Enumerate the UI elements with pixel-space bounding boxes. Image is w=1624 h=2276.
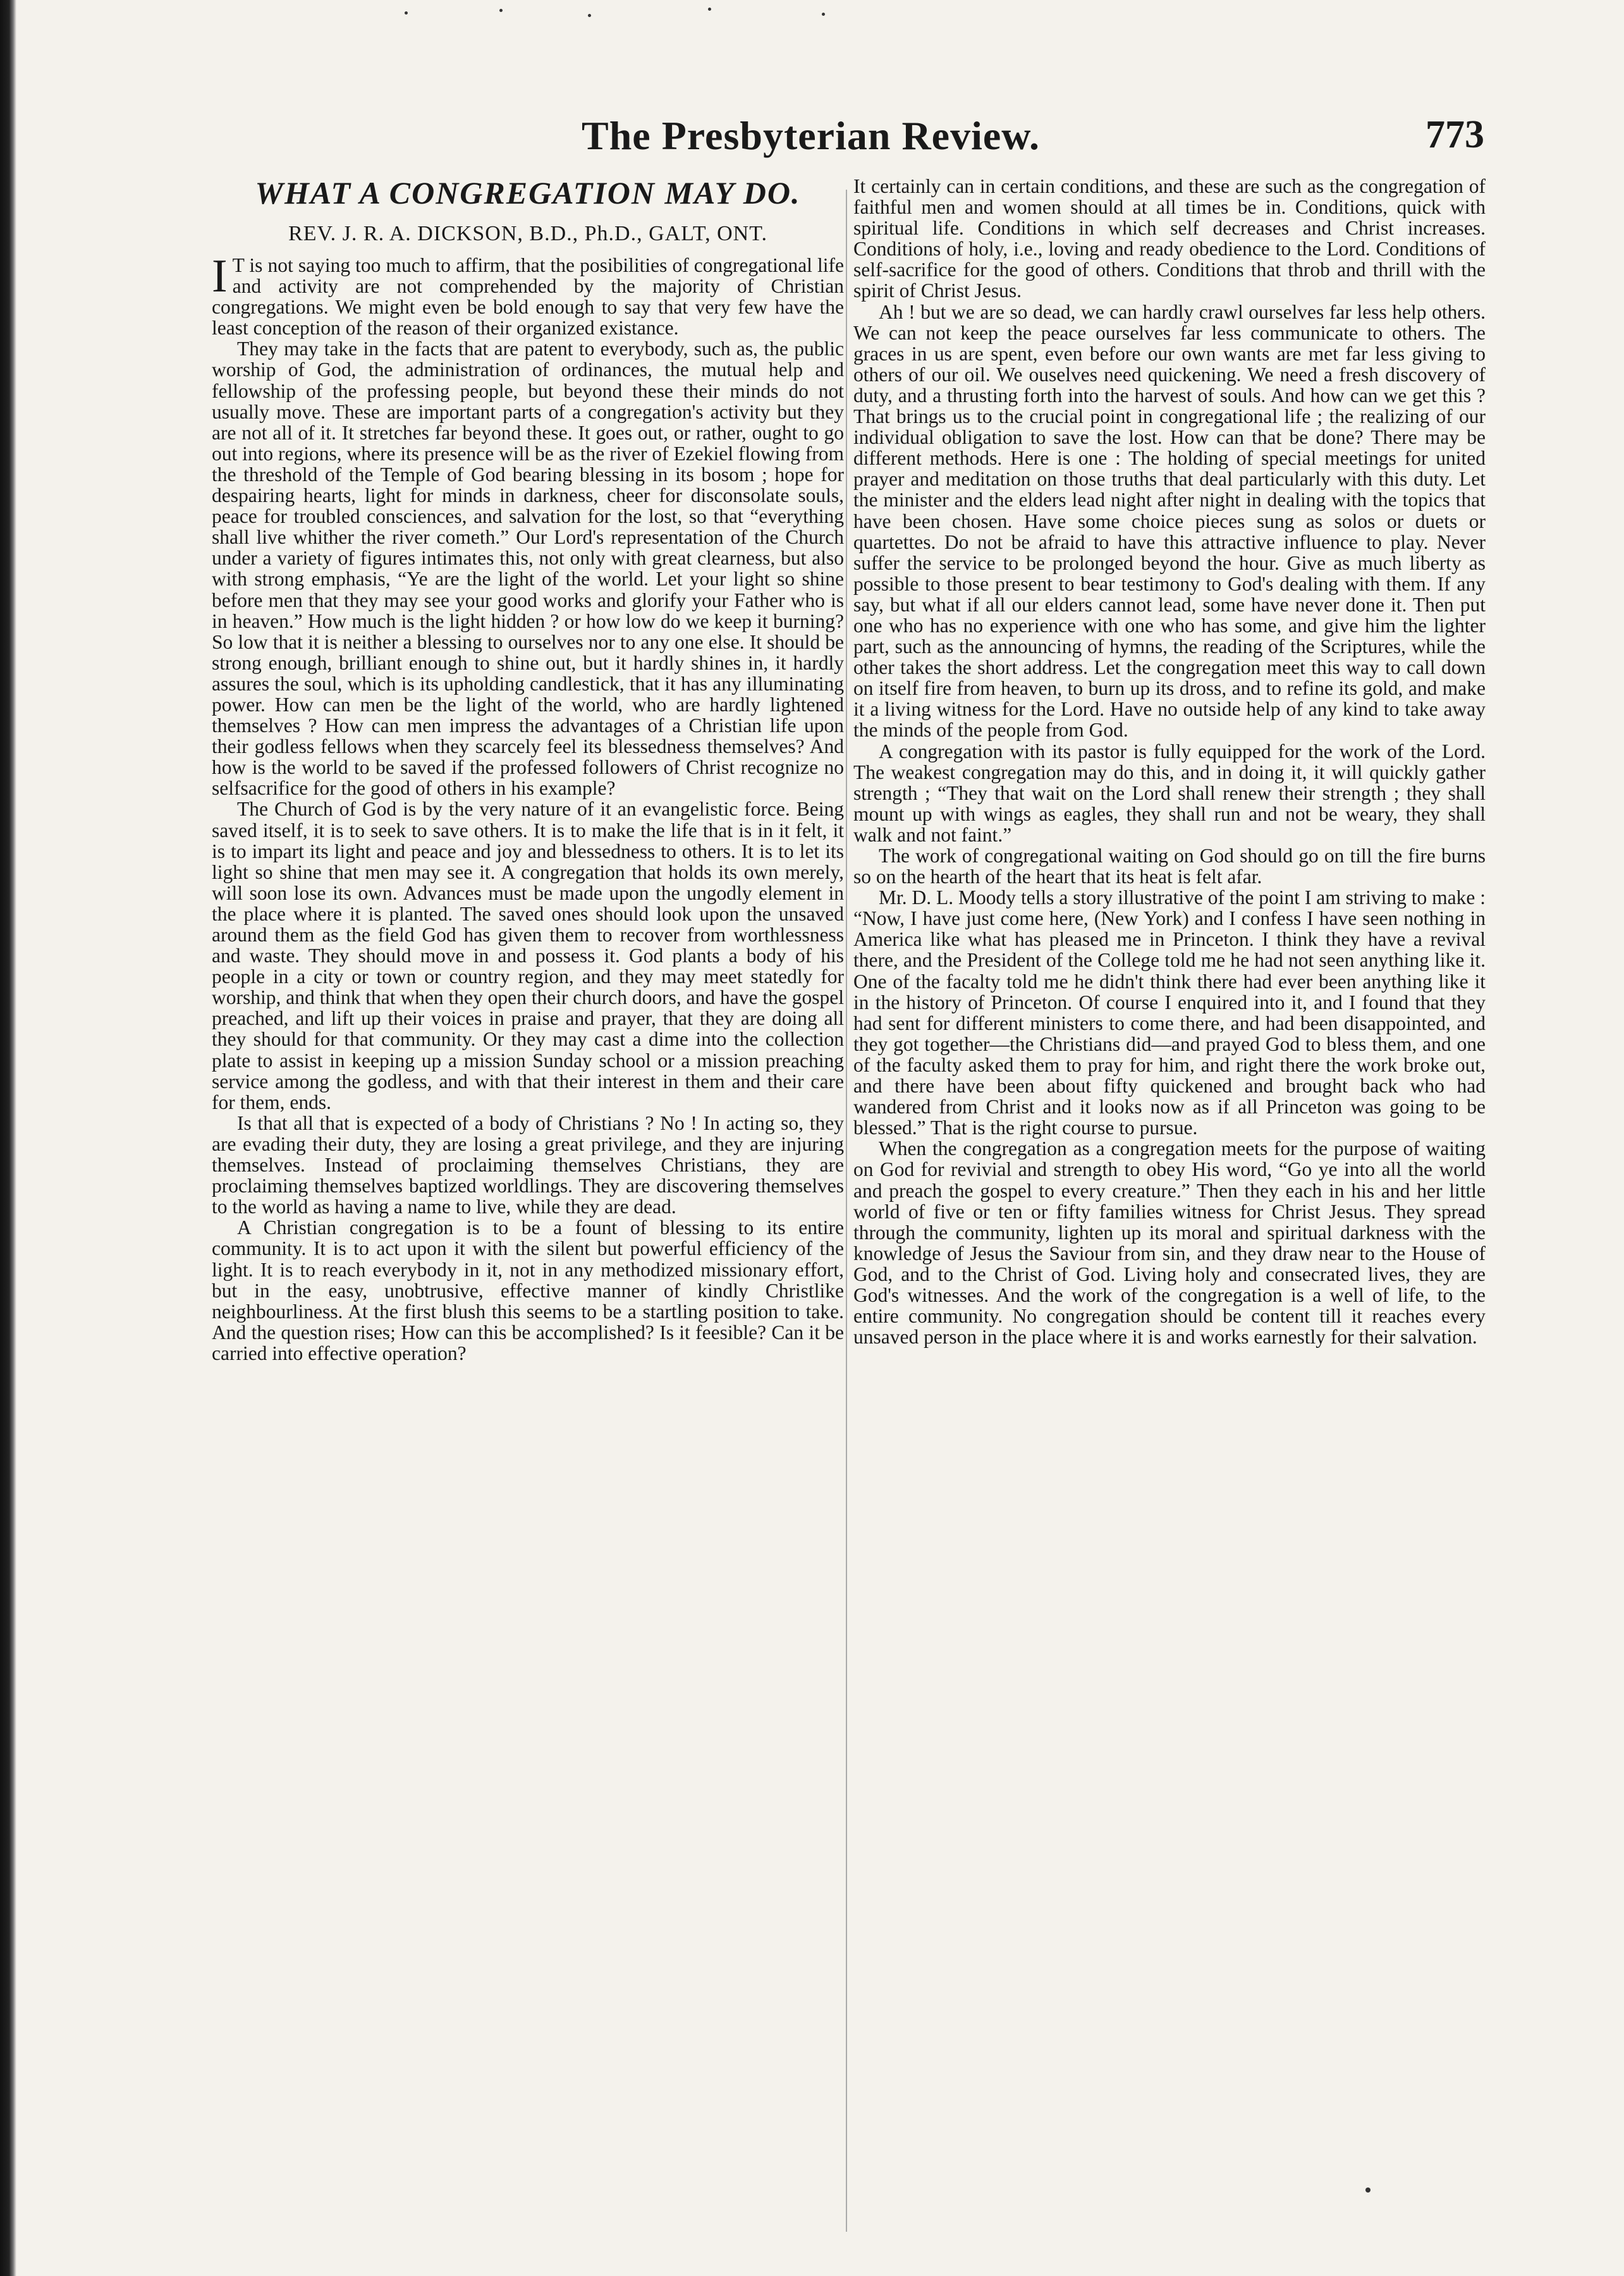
print-specks [379, 5, 885, 24]
article-paragraph: The Church of God is by the very nature of it an evangelistic force. Being saved itself, it is to seek to save others. It is to make the life that is in it felt, it is to impart its light and peace and joy and blessedness to others. It is to let its light so shine that men may see it. A congregation that holds its own merely, will soon lose its own. Advances must be made upon the ungodly element in the place where it is planted. The saved ones should look upon the unsaved around them as the field God has given them to recover from worthlessness and waste. They should move in and possess it. God plants a body of his people in a city or town or country region, and they may meet statedly for worship, and think that when they open their church doors, and have the gospel preached, and lift up their voices in praise and prayer, that they are doing all they should for that community. Or they may cast a dime into the collection plate to assist in keeping up a mission Sunday school or a mission preaching service among the godless, and with that their interest in them and their care for them, ends. [212, 798, 844, 1113]
paragraph-text: T is not saying too much to affirm, that the posibilities of congregational life and activity are not comprehended by the majority of Christian congregations. We might even be bold enough to say that very few have the least conception of the reason of their organized existance. [212, 254, 844, 340]
right-column [853, 176, 1486, 2243]
article-title: WHAT A CONGREGATION MAY DO. [255, 176, 801, 211]
article-paragraph: It certainly can in certain conditions, and these are such as the congregation of faithful men and women should at all times be in. Conditions, quick with spiritual life. Conditions in which self decreases and Christ increases. Conditions of holy, i.e., loving and ready obedience to the Lord. Conditions of self-sacrifice for the good of others. Conditions that throb and thrill with the spirit of Christ Jesus. [853, 176, 1486, 302]
page-header [0, 95, 1624, 164]
article-paragraph: They may take in the facts that are patent to everybody, such as, the public worship of God, the administration of ordinances, the mutual help and fellowship of the professing people, but beyond these their minds do not usually move. These are important parts of a congregation's activity but they are not all of it. It stretches far beyond these. It goes out, or rather, ought to go out into regions, where its presence will be as the river of Ezekiel flowing from the threshold of the Temple of God bearing blessing in its bosom ; hope for despairing hearts, light for minds in darkness, cheer for disconsolate souls, peace for troubled consciences, and salvation for the lost, so that “everything shall live whither the river cometh.” Our Lord's representation of the Church under a variety of figures intimates this, not only with great clearness, but also with strong emphasis, “Ye are the light of the world. Let your light so shine before men that they may see your good works and glorify your Father who is in heaven.” How much is the light hidden ? or how low do we keep it burning? So low that it is neither a blessing to ourselves nor to any one else. It should be strong enough, brilliant enough to shine out, but it hardly shines in, it hardly assures the soul, which is its upholding candlestick, that it has any illuminating power. How can men be the light of the world, who are hardly lightened themselves ? How can men impress the advantages of a Christian life upon their godless fellows when they scarcely feel its blessedness themselves? And how is the world to be saved if the professed followers of Christ recognize no selfsacrifice for the good of others in his example? [212, 338, 844, 800]
article-paragraph: The work of congregational waiting on God should go on till the fire burns so on the hearth of the heart that its heat is felt afar. [853, 845, 1486, 888]
article-paragraph: When the congregation as a congregation meets for the purpose of waiting on God for revivial and strength to obey His word, “Go ye into all the world and preach the gospel to every creature.” Then they each in his and her little world of five or ten or fifty families witness for Christ Jesus. They spread through the community, lighten up its moral and spiritual darkness with the knowledge of Jesus the Saviour from sin, and they draw near to the House of God, and to the Christ of God. Living holy and consecrated lives, they are God's witnesses. And the work of the congregation is a well of life, to the entire community. No congregation should be content till it reaches every unsaved person in the place where it is and works earnestly for their salvation. [853, 1137, 1486, 1349]
article-paragraph [212, 250, 844, 340]
left-column [212, 176, 844, 2243]
article-paragraph: A Christian congregation is to be a fount of blessing to its entire community. It is to act upon it with the silent but powerful efficiency of the light. It is to reach everybody in it, not in any methodized missionary effort, but in the easy, unobtrusive, effective manner of kindly Christlike neighbourliness. At the first blush this seems to be a startling position to take. And the question rises; How can this be accomplished? Is it feesible? Can it be carried into effective operation? [212, 1216, 844, 1364]
article-paragraph: Ah ! but we are so dead, we can hardly crawl ourselves far less help others. We can not keep the peace ourselves far less communicate to others. The graces in us are spent, even before our own wants are met far less giving to others of our oil. We ouselves need quickening. We need a fresh discovery of duty, and a thrusting forth into the harvest of souls. And how can we get this ? That brings us to the crucial point in congregational life ; the realizing of our individual obligation to save the lost. How can that be done? There may be different methods. Here is one : The holding of special meetings for united prayer and meditation on those truths that deal particularly with this duty. Let the minister and the elders lead night after night in dealing with the topics that have been chosen. Have some choice pieces sung as solos or duets or quartettes. Do not be afraid to have this attractive influence to play. Never suffer the service to be prolonged beyond the hour. Give as much liberty as possible to those present to bear testimony to God's dealing with them. If any say, but what if all our elders cannot lead, some have never done it. Then put one who has no experience with one who has some, and give him the lighter part, such as the announcing of hymns, the reading of the Scriptures, while the other takes the short address. Let the congregation meet this way to call down on itself fire from heaven, to burn up its dross, and to refine its gold, and make it a living witness for the Lord. Have no outside help of any kind to take away the minds of the people from God. [853, 300, 1486, 742]
running-title: The Presbyterian Review. [582, 113, 1040, 158]
article-byline: REV. J. R. A. DICKSON, B.D., Ph.D., GALT, ONT. [288, 222, 767, 245]
binding-edge [0, 0, 16, 2276]
article-paragraph: A congregation with its pastor is fully equipped for the work of the Lord. The weakest congregation may do this, and in doing it, it will quickly gather strength ; “They that wait on the Lord shall renew their strength ; they shall mount up with wings as eagles, they shall run and not be weary, they shall walk and not faint.” [853, 740, 1486, 846]
article-paragraph: Is that all that is expected of a body of Christians ? No ! In acting so, they are evading their duty, they are losing a great privilege, and they are injuring themselves. Instead of proclaiming themselves Christians, they are proclaiming themselves baptized worldlings. They are discovering themselves to the world as having a name to live, while they are dead. [212, 1111, 844, 1218]
end-mark [1365, 2187, 1371, 2193]
article-paragraph: Mr. D. L. Moody tells a story illustrative of the point I am striving to make : “Now, I have just come here, (New York) and I confess I have seen nothing in America like what has pleased me in Princeton. I think they have a revival there, and the President of the College told me he had not seen anything like it. One of the facalty told me he didn't think there had ever been anything like it in the history of Princeton. Of course I enquired into it, and I found that they had sent for different ministers to come there, and had been disappointed, and they got together—the Christians did—and prayed God to bless them, and one of the faculty asked them to pray for him, and right there the work broke out, and there have been about fifty quickened and brought back who had wandered from Christ and it looks now as if all Princeton was going to be blessed.” That is the right course to pursue. [853, 886, 1486, 1139]
page-number: 773 [1426, 113, 1484, 156]
column-divider [846, 190, 847, 2232]
drop-cap: I [212, 250, 228, 302]
